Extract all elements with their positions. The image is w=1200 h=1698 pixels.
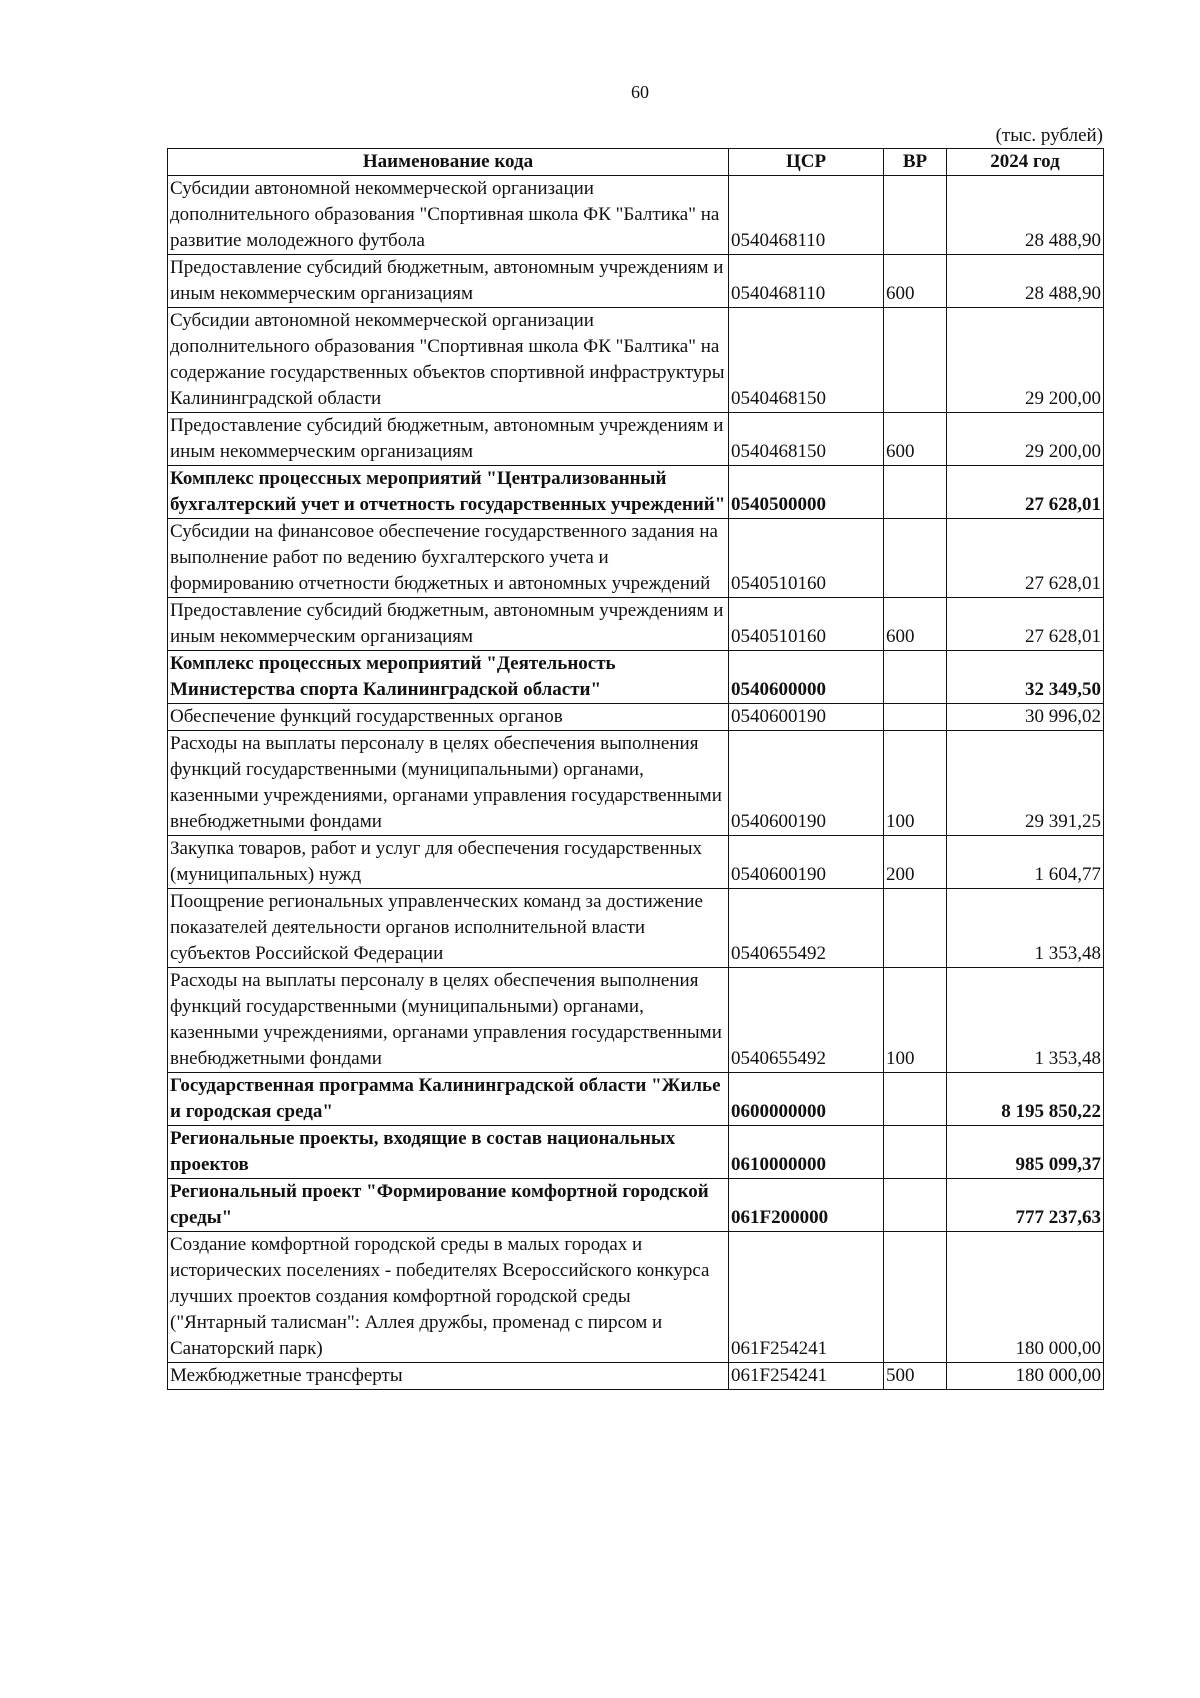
row-vr-cell bbox=[884, 1232, 947, 1363]
row-vr-cell bbox=[884, 1126, 947, 1179]
row-csr-cell: 0540655492 bbox=[729, 968, 884, 1073]
row-vr-cell: 100 bbox=[884, 968, 947, 1073]
row-amount-cell: 28 488,90 bbox=[947, 176, 1104, 255]
table-row bbox=[168, 731, 1104, 836]
row-amount-cell: 180 000,00 bbox=[947, 1232, 1104, 1363]
row-csr-cell: 061F200000 bbox=[729, 1179, 884, 1232]
budget-table bbox=[167, 148, 1104, 1390]
row-amount-cell: 777 237,63 bbox=[947, 1179, 1104, 1232]
row-vr-cell bbox=[884, 176, 947, 255]
table-row bbox=[168, 1126, 1104, 1179]
row-csr-cell: 0610000000 bbox=[729, 1126, 884, 1179]
table-body bbox=[168, 176, 1104, 1390]
row-amount-cell: 1 353,48 bbox=[947, 968, 1104, 1073]
table-row bbox=[168, 889, 1104, 968]
row-name-cell: Субсидии автономной некоммерческой организации дополнительного образования "Спортивная школа ФК "Балтика" на содержание государственных объектов спортивной инфраструктуры Калининградской области bbox=[168, 308, 729, 413]
row-name-cell: Комплекс процессных мероприятий "Деятельность Министерства спорта Калининградской области" bbox=[168, 651, 729, 704]
row-amount-cell: 29 391,25 bbox=[947, 731, 1104, 836]
row-vr-cell bbox=[884, 704, 947, 731]
row-vr-cell bbox=[884, 1073, 947, 1126]
table-row bbox=[168, 598, 1104, 651]
row-csr-cell: 0540600190 bbox=[729, 836, 884, 889]
row-amount-cell: 32 349,50 bbox=[947, 651, 1104, 704]
table-row bbox=[168, 1179, 1104, 1232]
row-name-cell: Закупка товаров, работ и услуг для обеспечения государственных (муниципальных) нужд bbox=[168, 836, 729, 889]
row-csr-cell: 0540468150 bbox=[729, 308, 884, 413]
row-vr-cell bbox=[884, 889, 947, 968]
table-row bbox=[168, 176, 1104, 255]
table-row bbox=[168, 1073, 1104, 1126]
units-label: (тыс. рублей) bbox=[995, 125, 1103, 146]
row-amount-cell: 27 628,01 bbox=[947, 466, 1104, 519]
table-row bbox=[168, 651, 1104, 704]
header-name: Наименование кода bbox=[168, 149, 729, 176]
row-csr-cell: 0540468110 bbox=[729, 176, 884, 255]
table-row bbox=[168, 519, 1104, 598]
header-csr: ЦСР bbox=[729, 149, 884, 176]
row-amount-cell: 8 195 850,22 bbox=[947, 1073, 1104, 1126]
row-csr-cell: 0540468110 bbox=[729, 255, 884, 308]
row-csr-cell: 061F254241 bbox=[729, 1232, 884, 1363]
row-amount-cell: 1 353,48 bbox=[947, 889, 1104, 968]
row-name-cell: Региональные проекты, входящие в состав национальных проектов bbox=[168, 1126, 729, 1179]
row-amount-cell: 29 200,00 bbox=[947, 308, 1104, 413]
page-number: 60 bbox=[631, 82, 649, 102]
row-vr-cell bbox=[884, 651, 947, 704]
table-row bbox=[168, 836, 1104, 889]
header-year: 2024 год bbox=[947, 149, 1104, 176]
table-row bbox=[168, 1232, 1104, 1363]
row-name-cell: Предоставление субсидий бюджетным, автономным учреждениям и иным некоммерческим организациям bbox=[168, 598, 729, 651]
row-vr-cell: 200 bbox=[884, 836, 947, 889]
row-name-cell: Субсидии на финансовое обеспечение государственного задания на выполнение работ по ведению бухгалтерского учета и формированию отчетности бюджетных и автономных учреждений bbox=[168, 519, 729, 598]
row-csr-cell: 061F254241 bbox=[729, 1363, 884, 1390]
row-amount-cell: 30 996,02 bbox=[947, 704, 1104, 731]
row-vr-cell: 600 bbox=[884, 255, 947, 308]
row-csr-cell: 0540510160 bbox=[729, 598, 884, 651]
row-vr-cell: 500 bbox=[884, 1363, 947, 1390]
table-row bbox=[168, 704, 1104, 731]
row-name-cell: Расходы на выплаты персоналу в целях обеспечения выполнения функций государственными (муниципальными) органами, казенными учреждениями, органами управления государственными внебюджетными фондами bbox=[168, 968, 729, 1073]
row-name-cell: Расходы на выплаты персоналу в целях обеспечения выполнения функций государственными (муниципальными) органами, казенными учреждениями, органами управления государственными внебюджетными фондами bbox=[168, 731, 729, 836]
header-vr: ВР bbox=[884, 149, 947, 176]
row-csr-cell: 0540510160 bbox=[729, 519, 884, 598]
row-csr-cell: 0540600190 bbox=[729, 731, 884, 836]
row-csr-cell: 0540500000 bbox=[729, 466, 884, 519]
row-amount-cell: 28 488,90 bbox=[947, 255, 1104, 308]
row-amount-cell: 1 604,77 bbox=[947, 836, 1104, 889]
row-name-cell: Обеспечение функций государственных органов bbox=[168, 704, 729, 731]
row-name-cell: Предоставление субсидий бюджетным, автономным учреждениям и иным некоммерческим организациям bbox=[168, 413, 729, 466]
row-amount-cell: 27 628,01 bbox=[947, 598, 1104, 651]
table-row bbox=[168, 413, 1104, 466]
table-row bbox=[168, 1363, 1104, 1390]
row-amount-cell: 180 000,00 bbox=[947, 1363, 1104, 1390]
table-header-row bbox=[168, 149, 1104, 176]
table-row bbox=[168, 308, 1104, 413]
row-vr-cell bbox=[884, 519, 947, 598]
row-csr-cell: 0540468150 bbox=[729, 413, 884, 466]
row-amount-cell: 27 628,01 bbox=[947, 519, 1104, 598]
row-csr-cell: 0540600190 bbox=[729, 704, 884, 731]
row-vr-cell bbox=[884, 308, 947, 413]
table-row bbox=[168, 255, 1104, 308]
row-amount-cell: 29 200,00 bbox=[947, 413, 1104, 466]
row-name-cell: Поощрение региональных управленческих команд за достижение показателей деятельности органов исполнительной власти субъектов Российской Федерации bbox=[168, 889, 729, 968]
row-amount-cell: 985 099,37 bbox=[947, 1126, 1104, 1179]
row-csr-cell: 0600000000 bbox=[729, 1073, 884, 1126]
row-name-cell: Комплекс процессных мероприятий "Централизованный бухгалтерский учет и отчетность государственных учреждений" bbox=[168, 466, 729, 519]
row-vr-cell: 100 bbox=[884, 731, 947, 836]
table-row bbox=[168, 968, 1104, 1073]
row-vr-cell bbox=[884, 1179, 947, 1232]
row-name-cell: Субсидии автономной некоммерческой организации дополнительного образования "Спортивная школа ФК "Балтика" на развитие молодежного футбола bbox=[168, 176, 729, 255]
row-vr-cell: 600 bbox=[884, 413, 947, 466]
row-name-cell: Государственная программа Калининградской области "Жилье и городская среда" bbox=[168, 1073, 729, 1126]
row-csr-cell: 0540600000 bbox=[729, 651, 884, 704]
row-vr-cell: 600 bbox=[884, 598, 947, 651]
table-row bbox=[168, 466, 1104, 519]
row-csr-cell: 0540655492 bbox=[729, 889, 884, 968]
row-vr-cell bbox=[884, 466, 947, 519]
row-name-cell: Предоставление субсидий бюджетным, автономным учреждениям и иным некоммерческим организациям bbox=[168, 255, 729, 308]
row-name-cell: Создание комфортной городской среды в малых городах и исторических поселениях - победителях Всероссийского конкурса лучших проектов создания комфортной городской среды ("Янтарный талисман": Аллея дружбы, променад с пирсом и Санаторский парк) bbox=[168, 1232, 729, 1363]
row-name-cell: Межбюджетные трансферты bbox=[168, 1363, 729, 1390]
row-name-cell: Региональный проект "Формирование комфортной городской среды" bbox=[168, 1179, 729, 1232]
